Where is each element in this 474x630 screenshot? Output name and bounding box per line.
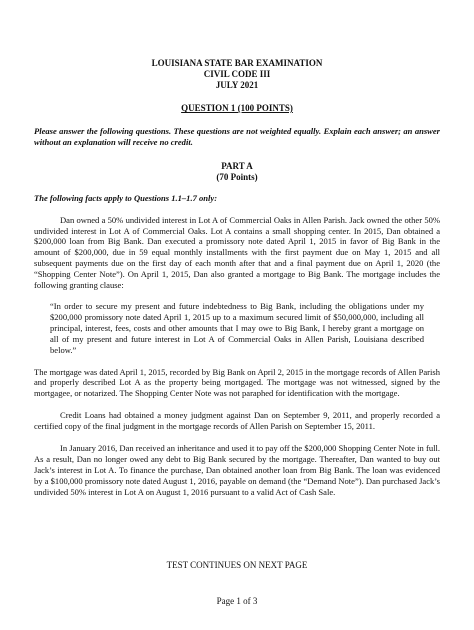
test-continues-notice: TEST CONTINUES ON NEXT PAGE [166,560,308,570]
exam-date: JULY 2021 [215,80,259,90]
fact-paragraph-3: Credit Loans had obtained a money judgment against Dan on September 9, 2011, and properly recorded a certified copy of the final judgment in the mortgage records of Allen Parish on September 15, 2011. [34,410,440,432]
fact-paragraph-4: In January 2016, Dan received an inheritance and used it to pay off the $200,000 Shopping Center Note in full. As a result, Dan no longer owed any debt to Big Bank secured by the mortgage. Thereafter, Dan wanted to buy out Jack’s interest in Lot A. To finance the purchase, Dan obtained another loan from Big Bank. The loan was evidenced by a $100,000 promissory note dated August 1, 2016, payable on demand (the “Demand Note”). Dan purchased Jack’s undivided 50% interest in Lot A on August 1, 2016 pursuant to a valid Act of Cash Sale. [34,443,440,497]
question-instructions: Please answer the following questions. These questions are not weighted equally. Explain each answer; an answer without an explanation will receive no credit. [34,125,440,147]
facts-intro: The following facts apply to Questions 1.1–1.7 only: [34,192,218,203]
exam-subject: CIVIL CODE III [203,69,271,79]
part-points: (70 Points) [216,171,258,182]
exam-title: LOUISIANA STATE BAR EXAMINATION [151,58,323,68]
page-number: Page 1 of 3 [216,596,258,606]
fact-paragraph-1: Dan owned a 50% undivided interest in Lot A of Commercial Oaks in Allen Parish. Jack owned the other 50% undivided interest in Lot A of Commercial Oaks. Lot A contains a small shopping center. In 2015, Dan obtained a $200,000 loan from Big Bank. Dan executed a promissory note dated April 1, 2015 in favor of Big Bank in the amount of $200,000, due in 59 equal monthly installments with the first payment due on May 1, 2015 and all subsequent payments due on the first day of each month after that and a final payment due on April 1, 2020 (the “Shopping Center Note”). On April 1, 2015, Dan also granted a mortgage to Big Bank. The mortgage includes the following granting clause: [34,214,440,291]
granting-clause-quote: “In order to secure my present and future indebtedness to Big Bank, including the obligations under my $200,000 promissory note dated April 1, 2015 up to a maximum secured limit of $50,000,000, including all principal, interest, fees, costs and other amounts that I may owe to Big Bank, I hereby grant a mortgage on all of my present and future interest in Lot A of Commercial Oaks in Allen Parish, Louisiana described below.” [50,300,424,355]
part-title: PART A [221,160,253,171]
question-title: QUESTION 1 (100 POINTS) [181,103,293,113]
fact-paragraph-2: The mortgage was dated April 1, 2015, recorded by Big Bank on April 2, 2015 in the mortgage records of Allen Parish and properly described Lot A as the property being mortgaged. The mortgage was not witnessed, signed by the mortgagee, or notarized. The Shopping Center Note was not paraphed for identification with the mortgage. [34,366,440,399]
